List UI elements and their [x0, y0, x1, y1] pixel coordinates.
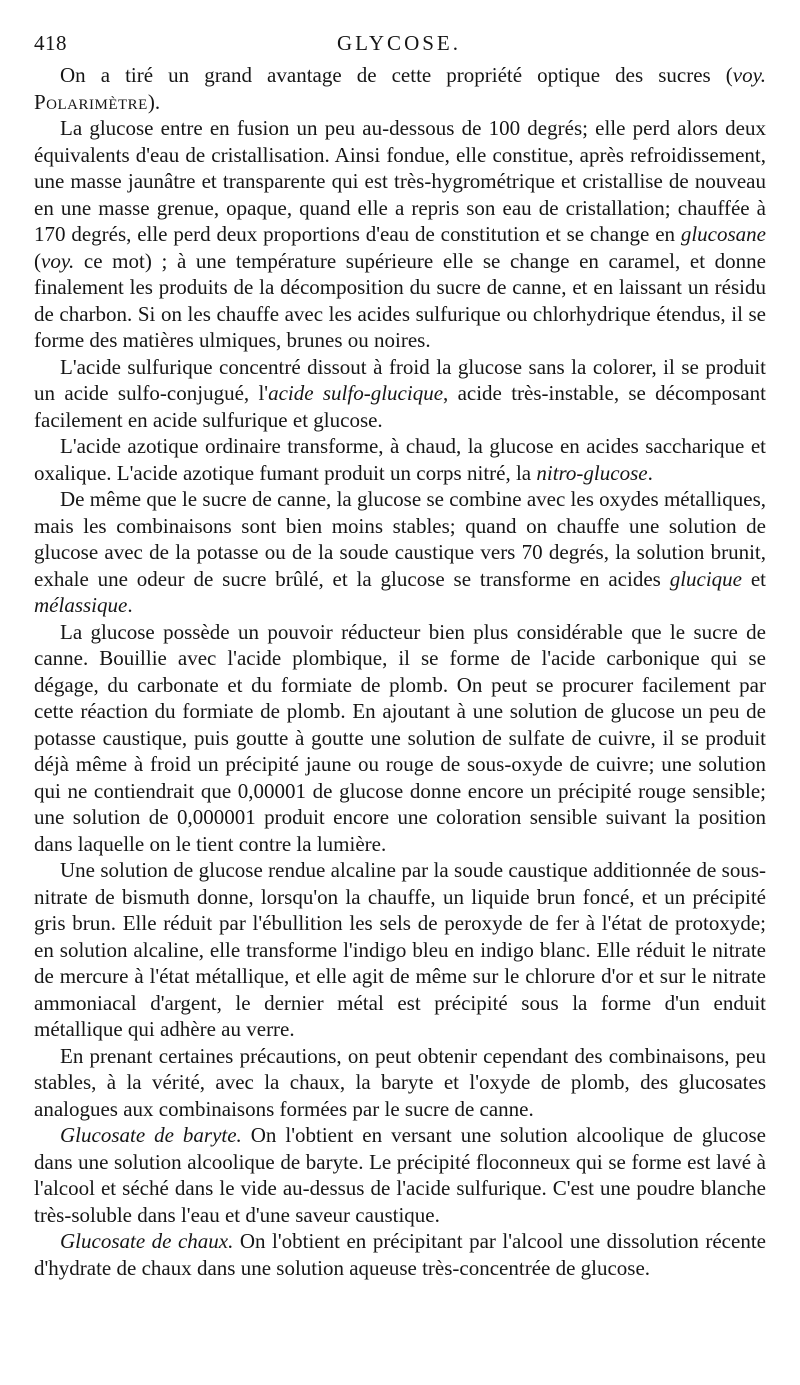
paragraph-p2 [34, 115, 766, 354]
text-run: On l'obtient en versant une solution alcoolique de glucose dans une solution alcoolique de baryte. Le précipité floconneux qui se forme est lavé à l'alcool et séché dans le vide au-dessus de l'acide sulfurique. C'est une poudre blanche très-soluble dans l'eau et d'une saveur caustique. [34, 1123, 766, 1227]
paragraph-p5 [34, 486, 766, 619]
paragraph-p10 [34, 1228, 766, 1281]
text-run: L'acide azotique ordinaire transforme, à chaud, la glucose en acides saccharique et oxalique. L'acide azotique fumant produit un corps nitré, la [34, 434, 766, 485]
text-run: , acide très-instable, se décomposant facilement en acide sulfurique et glucose. [34, 381, 766, 432]
page-number: 418 [34, 31, 67, 55]
paragraph-p8 [34, 1043, 766, 1123]
italic-term: voy. [41, 248, 75, 273]
text-run: La glucose possède un pouvoir réducteur bien plus considérable que le sucre de canne. Bouillie avec l'acide plombique, il se forme de l'acide carbonique qui se dégage, du carbonate et du formiate de plomb. On peut se procurer facilement par cette réaction du formiate de plomb. En ajoutant à une solution de glucose un peu de potasse caustique, puis goutte à goutte une solution de sulfate de cuivre, il se produit déjà même à froid un précipité jaune ou rouge de sous-oxyde de cuivre; une solution qui ne contiendrait que 0,00001 de glucose donne encore un précipité rouge sensible; une solution de 0,000001 produit encore une coloration sensible suivant la position dans laquelle on le tient contre la lumière. [34, 619, 766, 856]
paragraph-p7 [34, 857, 766, 1043]
italic-term: voy. [732, 63, 766, 87]
text-run: En prenant certaines précautions, on peut obtenir cependant des combinaisons, peu stables, à la vérité, avec la chaux, la baryte et l'oxyde de plomb, des glucosates analogues aux combinaisons formées par le sucre de canne. [34, 1043, 766, 1121]
italic-term: Glucosate de chaux. [60, 1229, 234, 1253]
italic-term: acide sulfo-glucique [268, 381, 444, 405]
cross-reference: Polarimètre [34, 89, 148, 114]
italic-term: glucique [669, 566, 742, 591]
text-run: On l'obtient en précipitant par l'alcool une dissolution récente d'hydrate de chaux dans une solution aqueuse très-concentrée de glucose. [34, 1229, 766, 1280]
paragraph-p1 [34, 62, 766, 115]
italic-term: glucosane [680, 222, 766, 246]
text-run: ). [147, 89, 161, 114]
text-run: De même que le sucre de canne, la glucose se combine avec les oxydes métalliques, mais les combinaisons sont bien moins stables; quand on chauffe une solution de glucose avec de la potasse ou de la soude caustique vers 70 degrés, la solution brunit, exhale une odeur de sucre brûlé, et la glucose se transforme en acides [34, 487, 766, 591]
text-run: . [647, 460, 653, 485]
text-run: ( [34, 248, 41, 273]
paragraph-p6 [34, 619, 766, 858]
text-run: On a tiré un grand avantage de cette propriété optique des sucres ( [60, 63, 733, 87]
italic-term: Glucosate de baryte. [60, 1123, 242, 1147]
text-run: . [127, 593, 133, 617]
page-header [34, 30, 764, 56]
italic-term: mélassique [34, 593, 128, 617]
paragraph-p3 [34, 354, 766, 434]
text-run: ce mot) ; à une température supérieure elle se change en caramel, et donne finalement les produits de la décomposition du sucre de canne, et en laissant un résidu de charbon. Si on les chauffe avec les acides sulfurique ou chlorhydrique étendus, il se forme des matières ulmiques, brunes ou noires. [34, 248, 766, 352]
page-body [34, 62, 766, 1281]
italic-term: nitro-glucose [536, 460, 648, 485]
text-run: et [742, 566, 767, 591]
text-run: Une solution de glucose rendue alcaline par la soude caustique additionnée de sous-nitrate de bismuth donne, lorsqu'on la chauffe, un liquide brun foncé, et un précipité gris brun. Elle réduit par l'ébullition les sels de peroxyde de fer à l'état de protoxyde; en solution alcaline, elle transforme l'indigo bleu en indigo blanc. Elle réduit le nitrate de mercure à l'état métallique, et elle agit de même sur le chlorure d'or et sur le nitrate ammoniacal d'argent, le dernier métal est précipité sous la forme d'un enduit métallique qui adhère au verre. [34, 858, 766, 1041]
running-title: GLYCOSE. [337, 31, 461, 55]
text-run: La glucose entre en fusion un peu au-dessous de 100 degrés; elle perd alors deux équivalents d'eau de cristallisation. Ainsi fondue, elle constitue, après refroidissement, une masse jaunâtre et transparente qui est très-hygrométrique et cristallise de nouveau en une masse grenue, opaque, quand elle a repris son eau de cristallation; chauffée à 170 degrés, elle perd deux proportions d'eau de constitution et se change en [34, 116, 766, 246]
paragraph-p4 [34, 433, 766, 486]
paragraph-p9 [34, 1122, 766, 1228]
text-run: L'acide sulfurique concentré dissout à froid la glucose sans la colorer, il se produit un acide sulfo-conjugué, l' [34, 354, 766, 405]
